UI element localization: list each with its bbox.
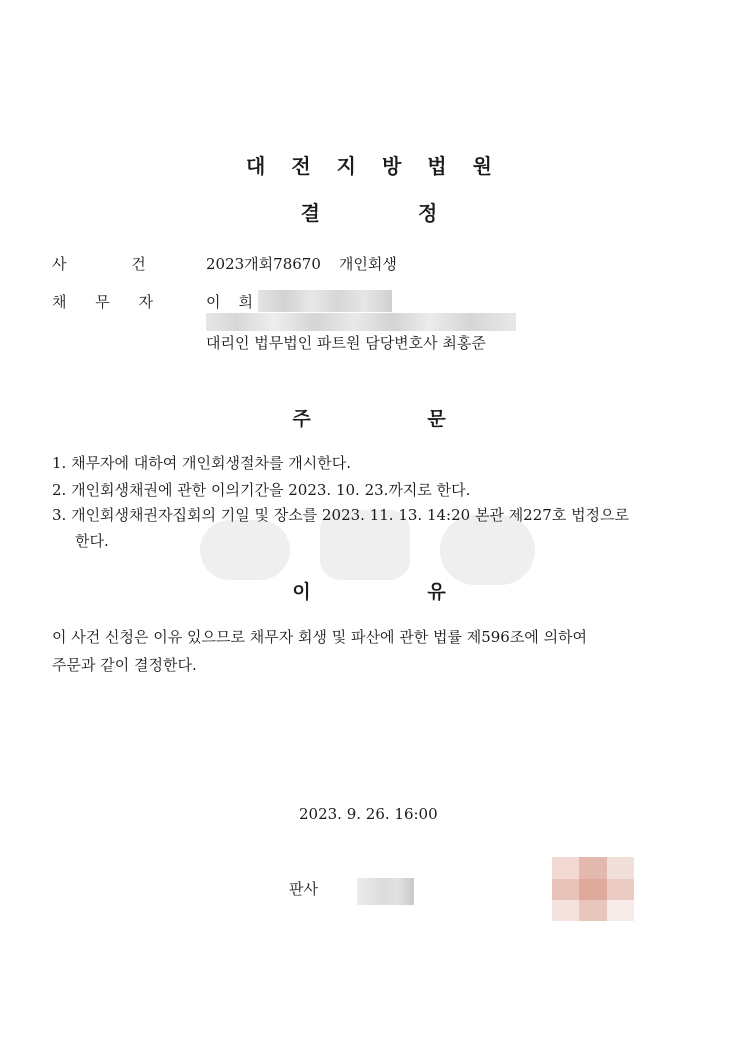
reason-title-right: 유: [427, 581, 446, 603]
court-name: 대전지방법원: [246, 154, 518, 178]
debtor-name: [206, 291, 253, 312]
order-title-left: 주: [292, 408, 311, 430]
reason-title: [0, 577, 738, 604]
debtor-name-suffix: 희: [238, 293, 253, 311]
debtor-name-prefix: 이: [206, 293, 221, 311]
document-title-left: 결: [300, 201, 320, 225]
document-title-right: 정: [418, 201, 438, 225]
reason-line-1: 이 사건 신청은 이유 있으므로 채무자 회생 및 파산에 관한 법률 제596조에 의하여: [52, 628, 588, 646]
order-item-1: 1. 채무자에 대하여 개인회생절차를 개시한다.: [52, 454, 351, 472]
order-item-2: 2. 개인회생채권에 관한 이의기간을 2023. 10. 23.까지로 한다.: [52, 481, 471, 499]
order-title: [0, 404, 738, 431]
court-seal: [552, 857, 634, 921]
redacted-address: [206, 313, 516, 331]
order-item-3-cont: 한다.: [75, 532, 109, 550]
case-number: [206, 253, 397, 274]
reason-title-left: 이: [292, 581, 311, 603]
case-label: 사 건: [52, 255, 146, 273]
debtor-label: 채 무 자: [52, 293, 154, 311]
case-number-value: 2023개회78670: [206, 255, 321, 273]
case-type: 개인회생: [338, 255, 397, 273]
order-item-3: 3. 개인회생채권자집회의 기일 및 장소를 2023. 11. 13. 14:20 본관 제227호 법정으로: [52, 506, 630, 524]
agent-info: 대리인 법무법인 파트원 담당변호사 최홍준: [206, 334, 486, 352]
reason-line-2: 주문과 같이 결정한다.: [52, 656, 197, 674]
decision-date: 2023. 9. 26. 16:00: [299, 805, 438, 823]
judge-label: 판사: [289, 880, 318, 898]
redacted-judge-name: [357, 878, 414, 905]
document-title: [0, 197, 738, 226]
order-title-right: 문: [427, 408, 446, 430]
redacted-debtor-name: [258, 290, 392, 312]
